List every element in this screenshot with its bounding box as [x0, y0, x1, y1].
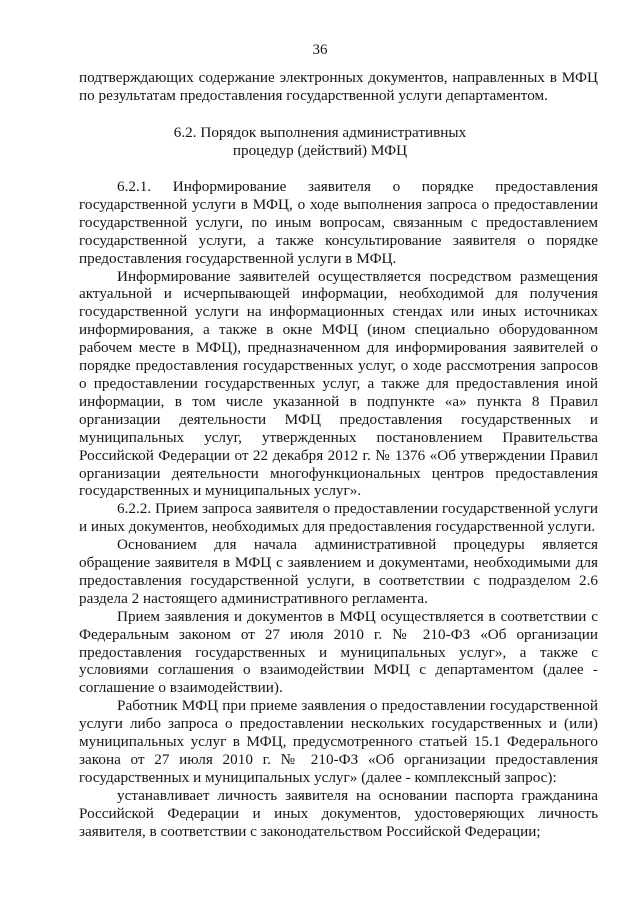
section-heading	[0, 124, 640, 160]
paragraph-basis: Основанием для начала административной процедуры является обращение заявителя в МФЦ с заявлением и документами, необходимыми для предоставления государственной услуги, в соответствии с подразделом 2.6 раздела 2 настоящего административного регламента.	[79, 536, 598, 607]
paragraph-6-2-1: 6.2.1. Информирование заявителя о порядке предоставления государственной услуги в МФЦ, о ходе выполнения запроса о предоставлении государственной услуги, по иным вопросам, связанным с предоставлением государственной услуги, а также консультирование заявителя о порядке предоставления государственной услуги в МФЦ.	[79, 178, 598, 267]
section-body	[79, 178, 598, 841]
section-heading-line-2: процедур (действий) МФЦ	[232, 142, 408, 159]
paragraph-employee: Работник МФЦ при приеме заявления о предоставлении государственной услуги либо запроса о предоставлении нескольких государственных и (или) муниципальных услуг в МФЦ, предусмотренного статьей 15.1 Федерального закона от 27 июля 2010 г. № 210-ФЗ «Об организации предоставления государственных и муниципальных услуг» (далее - комплексный запрос):	[79, 697, 598, 786]
intro-paragraph: подтверждающих содержание электронных документов, направленных в МФЦ по результатам предоставления государственной услуги департаментом.	[79, 69, 598, 104]
paragraph-6-2-2: 6.2.2. Прием запроса заявителя о предоставлении государственной услуги и иных документов, необходимых для предоставления государственной услуги.	[79, 500, 598, 536]
paragraph-identity: устанавливает личность заявителя на основании паспорта гражданина Российской Федерации и иных документов, удостоверяющих личность заявителя, в соответствии с законодательством Российской Федерации;	[79, 786, 598, 840]
section-heading-line-1: 6.2. Порядок выполнения административных	[173, 124, 467, 141]
intro-block	[79, 69, 598, 105]
page-number: 36	[312, 42, 328, 58]
paragraph-reception: Прием заявления и документов в МФЦ осуществляется в соответствии с Федеральным законом от 27 июля 2010 г. № 210-ФЗ «Об организации предоставления государственных и муниципальных услуг», а также с условиями соглашения о взаимодействии МФЦ с департаментом (далее - соглашение о взаимодействии).	[79, 607, 598, 697]
paragraph-informing: Информирование заявителей осуществляется посредством размещения актуальной и исчерпывающей информации, необходимой для получения государственной услуги на информационных стендах или иных источниках информирования, а также в окне МФЦ (ином специально оборудованном рабочем месте в МФЦ), предназначенном для информирования заявителей о порядке предоставления государственных услуг, о ходе рассмотрения запросов о предоставлении государственных услуг, а также для предоставления иной информации, в том числе указанной в подпункте «а» пункта 8 Правил организации деятельности МФЦ предоставления государственных и муниципальных услуг, утвержденных постановлением Правительства Российской Федерации от 22 декабря 2012 г. № 1376 «Об утверждении Правил организации деятельности многофункциональных центров предоставления государственных и муниципальных услуг».	[79, 267, 598, 500]
